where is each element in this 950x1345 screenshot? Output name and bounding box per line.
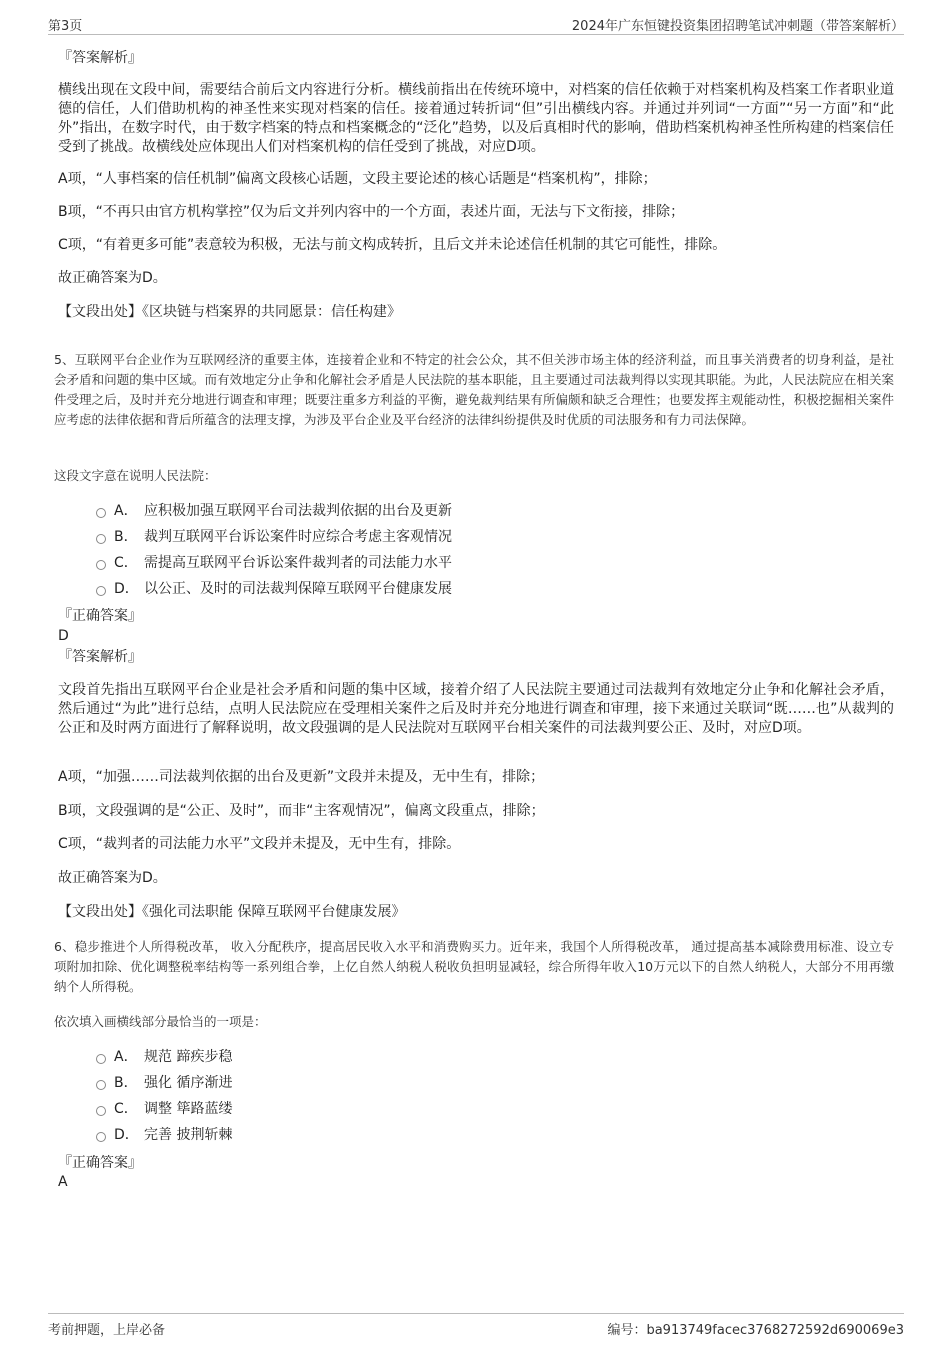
- q6-option-c[interactable]: [94, 1096, 694, 1122]
- q5-prompt: 这段文字意在说明人民法院：: [54, 468, 217, 483]
- q6-stem: 6、稳步推进个人所得税改革， 收入分配秩序，提高居民收入水平和消费购买力。近年来，我国个人所得税改革， 通过提高基本减除费用标准、设立专项附加扣除、优化调整税率结构等一系列组合拳，上亿自然人纳税人税收负担明显减轻，综合所得年收入10万元以下的自然人纳税人，大部分不用再缴纳个人所得税。: [54, 939, 894, 994]
- q5-option-c[interactable]: [94, 550, 694, 576]
- option-text: 完善 披荆斩棘: [144, 1127, 233, 1143]
- page-footer: [48, 1313, 904, 1338]
- option-letter: C．: [114, 1101, 138, 1117]
- document-code: 编号：ba913749facec3768272592d690069e3: [607, 1323, 904, 1338]
- option-letter: A．: [114, 503, 138, 519]
- radio-icon[interactable]: [96, 1080, 106, 1090]
- option-text: 以公正、及时的司法裁判保障互联网平台健康发展: [144, 581, 452, 597]
- q5-answer: D: [58, 628, 69, 644]
- q4-analysis-b: B项，“不再只由官方机构掌控”仅为后文并列内容中的一个方面，表述片面，无法与下文衔接，排除；: [58, 204, 685, 220]
- q4-conclusion: 故正确答案为D。: [58, 270, 167, 286]
- q5-analysis-main: 文段首先指出互联网平台企业是社会矛盾和问题的集中区域，接着介绍了人民法院主要通过司法裁判有效地定分止争和化解社会矛盾，然后通过“为此”进行总结，点明人民法院应在受理相关案件之后及时并充分地进行调查和审理，接下来通过关联词“既……也”从裁判的公正和及时两方面进行了解释说明，故文段强调的是人民法院对互联网平台相关案件的司法裁判要公正、及时，对应D项。: [58, 682, 894, 736]
- q6-option-b[interactable]: [94, 1070, 694, 1096]
- q6-option-a[interactable]: [94, 1044, 694, 1070]
- page-header: [48, 12, 904, 35]
- q5-source: 【文段出处】《强化司法职能 保障互联网平台健康发展》: [58, 904, 406, 920]
- q4-analysis-a: A项，“人事档案的信任机制”偏离文段核心话题，文段主要论述的核心话题是“档案机构”，排除；: [58, 171, 657, 187]
- option-letter: B．: [114, 1075, 138, 1091]
- q4-analysis-main: 横线出现在文段中间，需要结合前后文内容进行分析。横线前指出在传统环境中，对档案的信任依赖于对档案机构及档案工作者职业道德的信任，人们借助机构的神圣性来实现对档案的信任。接着通过转折词“但”引出横线内容。并通过并列词“一方面”“另一方面”和“此外”指出，在数字时代，由于数字档案的特点和档案概念的“泛化”趋势，以及后真相时代的影响，借助档案机构神圣性所构建的档案信任受到了挑战。故横线处应体现出人们对档案机构的信任受到了挑战，对应D项。: [58, 82, 894, 155]
- q4-analysis-c: C项，“有着更多可能”表意较为积极，无法与前文构成转折，且后文并未论述信任机制的其它可能性，排除。: [58, 237, 727, 253]
- option-text: 规范 蹄疾步稳: [144, 1049, 233, 1065]
- option-letter: B．: [114, 529, 138, 545]
- option-letter: D．: [114, 1127, 139, 1143]
- radio-icon[interactable]: [96, 1106, 106, 1116]
- radio-icon[interactable]: [96, 534, 106, 544]
- option-letter: D．: [114, 581, 139, 597]
- radio-icon[interactable]: [96, 586, 106, 596]
- q5-option-b[interactable]: [94, 524, 694, 550]
- option-text: 裁判互联网平台诉讼案件时应综合考虑主客观情况: [144, 529, 452, 545]
- option-letter: C．: [114, 555, 138, 571]
- footer-slogan: 考前押题，上岸必备: [48, 1323, 166, 1338]
- page-number: 第3页: [48, 19, 83, 34]
- option-text: 应积极加强互联网平台司法裁判依据的出台及更新: [144, 503, 452, 519]
- q5-answer-label: 『正确答案』: [58, 608, 142, 624]
- radio-icon[interactable]: [96, 560, 106, 570]
- option-text: 强化 循序渐进: [144, 1075, 233, 1091]
- q4-source: 【文段出处】《区块链与档案界的共同愿景：信任构建》: [58, 304, 401, 320]
- option-letter: A．: [114, 1049, 138, 1065]
- q6-answer-label: 『正确答案』: [58, 1155, 142, 1171]
- document-title: 2024年广东恒键投资集团招聘笔试冲刺题（带答案解析）: [571, 19, 904, 34]
- radio-icon[interactable]: [96, 1054, 106, 1064]
- q5-options: [94, 498, 694, 602]
- q6-options: [94, 1044, 694, 1148]
- option-text: 需提高互联网平台诉讼案件裁判者的司法能力水平: [144, 555, 452, 571]
- q6-prompt: 依次填入画横线部分最恰当的一项是：: [54, 1014, 267, 1029]
- q6-option-d[interactable]: [94, 1122, 694, 1148]
- radio-icon[interactable]: [96, 1132, 106, 1142]
- q4-analysis-label: 『答案解析』: [58, 50, 142, 66]
- option-text: 调整 筚路蓝缕: [144, 1101, 233, 1117]
- q5-stem: 5、互联网平台企业作为互联网经济的重要主体，连接着企业和不特定的社会公众，其不但关涉市场主体的经济利益，而且事关消费者的切身利益，是社会矛盾和问题的集中区域。而有效地定分止争和化解社会矛盾是人民法院的基本职能，且主要通过司法裁判得以实现其职能。为此，人民法院应在相关案件受理之后，及时并充分地进行调查和审理；既要注重多方利益的平衡，避免裁判结果有所偏颇和缺乏合理性；也要发挥主观能动性，积极挖掘相关案件应考虑的法律依据和背后所蕴含的法理支撑，为涉及平台企业及平台经济的法律纠纷提供及时优质的司法服务和有力司法保障。: [54, 352, 894, 427]
- q5-analysis-a: A项，“加强……司法裁判依据的出台及更新”文段并未提及，无中生有，排除；: [58, 769, 545, 785]
- q5-analysis-c: C项，“裁判者的司法能力水平”文段并未提及，无中生有，排除。: [58, 836, 461, 852]
- q5-conclusion: 故正确答案为D。: [58, 870, 167, 886]
- radio-icon[interactable]: [96, 508, 106, 518]
- q5-analysis-label: 『答案解析』: [58, 649, 142, 665]
- q5-option-d[interactable]: [94, 576, 694, 602]
- q5-option-a[interactable]: [94, 498, 694, 524]
- q5-analysis-b: B项，文段强调的是“公正、及时”，而非“主客观情况”，偏离文段重点，排除；: [58, 803, 545, 819]
- q6-answer: A: [58, 1174, 68, 1190]
